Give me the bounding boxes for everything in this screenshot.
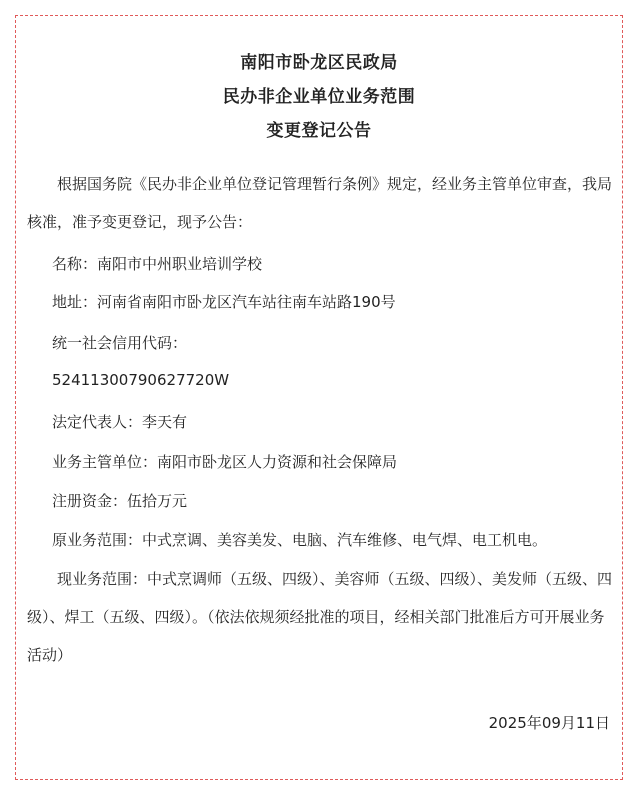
field-capital: 注册资金：伍拾万元	[52, 492, 188, 510]
field-supervisor: 业务主管单位：南阳市卧龙区人力资源和社会保障局	[52, 453, 398, 471]
field-old-scope: 原业务范围：中式烹调、美容美发、电脑、汽车维修、电气焊、电工机电。	[52, 531, 548, 549]
notice-title: 民办非企业单位业务范围	[222, 87, 416, 107]
notice-date: 2025年09月11日	[488, 714, 610, 732]
field-credit-code: 52411300790627720W	[52, 371, 230, 389]
field-credit-code-label: 统一社会信用代码：	[52, 334, 188, 352]
notice-subtitle: 变更登记公告	[266, 121, 372, 141]
field-address: 地址：河南省南阳市卧龙区汽车站往南车站路190号	[52, 293, 396, 311]
new-scope-paragraph: 现业务范围：中式烹调师（五级、四级）、美容师（五级、四级）、美发师（五级、四级）、焊工（五级、四级）。（依法依规须经批准的项目，经相关部门批准后方可开展业务活动）	[27, 570, 613, 664]
field-name: 名称：南阳市中州职业培训学校	[52, 255, 263, 273]
issuer-title: 南阳市卧龙区民政局	[240, 53, 398, 73]
intro-paragraph: 根据国务院《民办非企业单位登记管理暂行条例》规定，经业务主管单位审查，我局核准，准予变更登记，现予公告：	[27, 175, 613, 231]
field-legal-representative: 法定代表人：李天有	[52, 413, 188, 431]
